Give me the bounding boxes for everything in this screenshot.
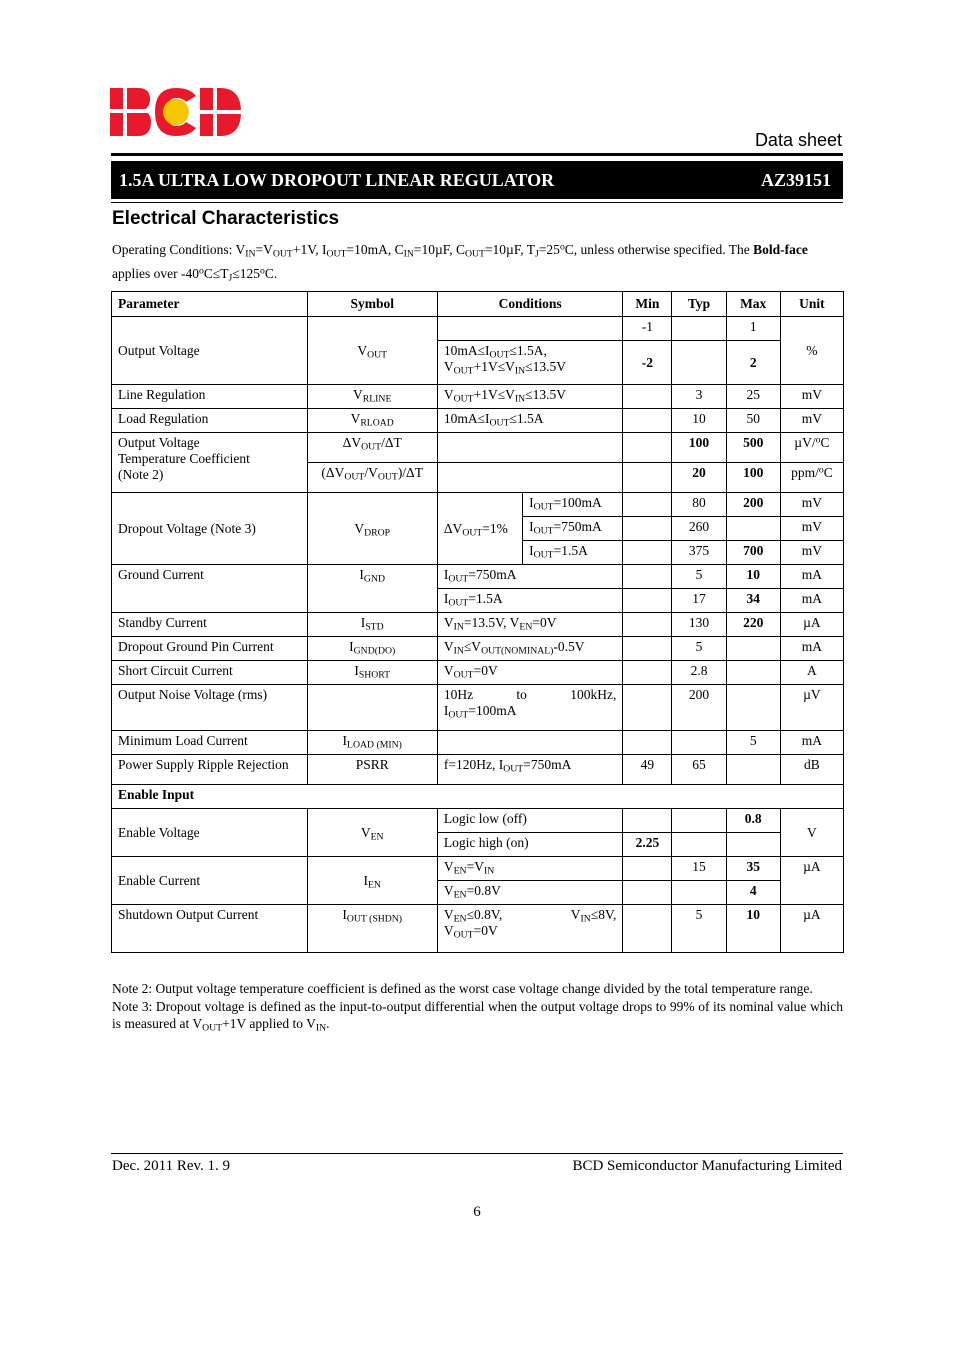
cell-unit: µV: [780, 685, 843, 731]
cell-max: 2: [726, 341, 780, 385]
cell-max: 1: [726, 317, 780, 341]
cell-max: 34: [726, 589, 780, 613]
param-output-noise: Output Noise Voltage (rms): [112, 685, 308, 731]
param-min-load: Minimum Load Current: [112, 731, 308, 755]
operating-conditions: Operating Conditions: $V_{IN}=V_{OUT}+1V$, $I_{OUT}=10mA$, $C_{IN}=10\mu F$, $C_{OUT}=10\mu F$, $T_J=25^oC$, unless otherwise specified. The Bold-face applies over $-40^oC\le T_J\le 125^oC$.: [112, 241, 808, 284]
symbol-vout: $V_{OUT}$: [307, 317, 437, 385]
param-dropout-gnd-pin: Dropout Ground Pin Current: [112, 637, 308, 661]
cell-unit: mV: [780, 493, 843, 517]
table-row: [112, 661, 844, 685]
table-row: [112, 565, 844, 589]
cell-unit: µA: [780, 905, 843, 953]
cell-unit: A: [780, 661, 843, 685]
cell-typ: 15: [672, 857, 726, 881]
symbol-vrload: $V_{RLOAD}$: [307, 409, 437, 433]
footer-date-rev: Dec. 2011 Rev. 1. 9: [112, 1158, 231, 1174]
table-row: [112, 317, 844, 341]
symbol-psrr: PSRR: [307, 755, 437, 785]
cell-conditions: $\Delta V_{OUT}=1\%$: [437, 493, 522, 565]
table-header-row: [112, 292, 844, 317]
symbol-iout-shdn: $I_{OUT (SHDN)}$: [307, 905, 437, 953]
table-row: [112, 409, 844, 433]
cell-typ: 10: [672, 409, 726, 433]
cell-conditions: $V_{OUT}+1V\le V_{IN}\le 13.5V$: [437, 385, 622, 409]
cell-typ: 5: [672, 565, 726, 589]
section-enable-input: Enable Input: [112, 785, 844, 809]
cell-conditions: $I_{OUT}=100mA$: [523, 493, 623, 517]
cell-unit: mV: [780, 385, 843, 409]
cell-unit: ppm/$^o$C: [780, 463, 843, 493]
symbol-ven: $V_{EN}$: [307, 809, 437, 857]
header-parameter: Parameter: [112, 292, 308, 317]
notes: [112, 980, 843, 1033]
cell-max: 50: [726, 409, 780, 433]
cell-unit: mA: [780, 565, 843, 589]
cell-conditions: $I_{OUT}=750mA$: [437, 565, 622, 589]
param-temp-coeff: Output Voltage Temperature Coefficient (Note 2): [112, 433, 308, 493]
cell-max: 25: [726, 385, 780, 409]
title-bar: [111, 161, 843, 199]
table-row: [112, 493, 844, 517]
param-output-voltage: Output Voltage: [112, 317, 308, 385]
cell-unit: V: [780, 809, 843, 857]
symbol-dvout-vout-dt: $(\Delta V_{OUT}/V_{OUT})/\Delta T$: [307, 463, 437, 493]
cell-typ: 375: [672, 541, 726, 565]
cell-unit: µA: [780, 613, 843, 637]
cell-typ: 100: [672, 433, 726, 463]
cell-conditions: $10mA\le I_{OUT}\le 1.5A$, $V_{OUT}+1V\le V_{IN}\le 13.5V$: [437, 341, 622, 385]
param-ground-current: Ground Current: [112, 565, 308, 613]
bold-face-label: Bold-face: [753, 242, 808, 257]
param-short-circuit: Short Circuit Current: [112, 661, 308, 685]
cell-conditions: $10mA\le I_{OUT}\le 1.5A$: [437, 409, 622, 433]
table-row: [112, 905, 844, 953]
table-row: [112, 685, 844, 731]
cell-max: 10: [726, 565, 780, 589]
cell-conditions: Logic high (on): [437, 833, 622, 857]
cell-max: 220: [726, 613, 780, 637]
header-unit: Unit: [780, 292, 843, 317]
bcd-logo: [110, 88, 242, 136]
cell-unit: mV: [780, 517, 843, 541]
cell-conditions: Logic low (off): [437, 809, 622, 833]
cell-unit: µV/$^o$C: [780, 433, 843, 463]
cell-unit: mV: [780, 541, 843, 565]
cell-min: 2.25: [623, 833, 672, 857]
cell-typ: 260: [672, 517, 726, 541]
symbol-vdrop: $V_{DROP}$: [307, 493, 437, 565]
cell-min: -1: [623, 317, 672, 341]
header-conditions: Conditions: [437, 292, 622, 317]
table-row: [112, 385, 844, 409]
param-shutdown-current: Shutdown Output Current: [112, 905, 308, 953]
cell-max: 35: [726, 857, 780, 881]
param-psrr: Power Supply Ripple Rejection: [112, 755, 308, 785]
cell-unit: mV: [780, 409, 843, 433]
symbol-ishort: $I_{SHORT}$: [307, 661, 437, 685]
cell-typ: 5: [672, 637, 726, 661]
param-enable-current: Enable Current: [112, 857, 308, 905]
cell-conditions: $V_{EN}\le 0.8V$, $V_{IN}\le 8V$, $V_{OUT}=0V$: [437, 905, 622, 953]
cell-typ: 20: [672, 463, 726, 493]
table-row: [112, 857, 844, 881]
cell-max: 500: [726, 433, 780, 463]
table-row: [112, 755, 844, 785]
table-row: [112, 809, 844, 833]
cell-max: 200: [726, 493, 780, 517]
cell-max: 700: [726, 541, 780, 565]
cell-max: 5: [726, 731, 780, 755]
cell-conditions: $I_{OUT}=1.5A$: [437, 589, 622, 613]
title-underline: [111, 202, 843, 203]
header-rule: [111, 153, 843, 156]
cell-conditions: f=120Hz, $I_{OUT}=750mA$: [437, 755, 622, 785]
table-row: [112, 637, 844, 661]
cell-typ: 3: [672, 385, 726, 409]
cell-typ: 5: [672, 905, 726, 953]
cell-max: 0.8: [726, 809, 780, 833]
footer-rule: [111, 1153, 843, 1154]
cell-max: 100: [726, 463, 780, 493]
header-typ: Typ: [672, 292, 726, 317]
cell-max: 4: [726, 881, 780, 905]
table-row: [112, 613, 844, 637]
symbol-vrline: $V_{RLINE}$: [307, 385, 437, 409]
cell-unit: %: [780, 317, 843, 385]
electrical-characteristics-table: [111, 291, 844, 953]
cell-min: 49: [623, 755, 672, 785]
param-line-regulation: Line Regulation: [112, 385, 308, 409]
cell-unit: µA: [780, 857, 843, 905]
cell-conditions: $V_{EN}=V_{IN}$: [437, 857, 622, 881]
header-symbol: Symbol: [307, 292, 437, 317]
cell-typ: 17: [672, 589, 726, 613]
note-2: Note 2: Output voltage temperature coefficient is defined as the worst case voltage change divided by the total temperature range.: [112, 981, 813, 996]
cell-typ: 65: [672, 755, 726, 785]
symbol-iload-min: $I_{LOAD (MIN)}$: [307, 731, 437, 755]
cell-unit: mA: [780, 637, 843, 661]
cell-typ: 80: [672, 493, 726, 517]
datasheet-label: Data sheet: [754, 130, 842, 150]
symbol-istd: $I_{STD}$: [307, 613, 437, 637]
header-max: Max: [726, 292, 780, 317]
footer-company: BCD Semiconductor Manufacturing Limited: [572, 1158, 842, 1174]
symbol-dvout-dt: $\Delta V_{OUT}/\Delta T$: [307, 433, 437, 463]
cell-max: 10: [726, 905, 780, 953]
cell-conditions: $I_{OUT}=1.5A$: [523, 541, 623, 565]
note-3: Note 3: Dropout voltage is defined as the input-to-output differential when the output voltage drops to 99% of its nominal value which is measured at $V_{OUT}+1V$ applied to $V_{IN}$.: [112, 998, 843, 1034]
table-row: [112, 433, 844, 463]
cell-unit: dB: [780, 755, 843, 785]
cell-conditions: $V_{IN}=13.5V$, $V_{EN}=0V$: [437, 613, 622, 637]
param-dropout-voltage: Dropout Voltage (Note 3): [112, 493, 308, 565]
param-standby-current: Standby Current: [112, 613, 308, 637]
page-number: 6: [473, 1204, 481, 1220]
param-load-regulation: Load Regulation: [112, 409, 308, 433]
part-number: AZ39151: [760, 169, 831, 190]
cell-typ: 2.8: [672, 661, 726, 685]
symbol-ignd: $I_{GND}$: [307, 565, 437, 613]
cell-conditions: $V_{IN}\le V_{OUT(NOMINAL)}-0.5V$: [437, 637, 622, 661]
cell-min: -2: [623, 341, 672, 385]
cell-conditions: $I_{OUT}=750mA$: [523, 517, 623, 541]
product-title: 1.5A ULTRA LOW DROPOUT LINEAR REGULATOR: [119, 169, 555, 190]
section-row: [112, 785, 844, 809]
cell-conditions: $V_{OUT}=0V$: [437, 661, 622, 685]
symbol-ien: $I_{EN}$: [307, 857, 437, 905]
cell-conditions: 10Hz to 100kHz, $I_{OUT}=100mA$: [437, 685, 622, 731]
table-row: [112, 731, 844, 755]
cell-typ: 130: [672, 613, 726, 637]
cell-conditions: $V_{EN}=0.8V$: [437, 881, 622, 905]
cell-unit: mA: [780, 731, 843, 755]
symbol-ignd-do: $I_{GND(DO)}$: [307, 637, 437, 661]
section-title: Electrical Characteristics: [112, 208, 340, 229]
param-enable-voltage: Enable Voltage: [112, 809, 308, 857]
cell-unit: mA: [780, 589, 843, 613]
header-min: Min: [623, 292, 672, 317]
cell-typ: 200: [672, 685, 726, 731]
